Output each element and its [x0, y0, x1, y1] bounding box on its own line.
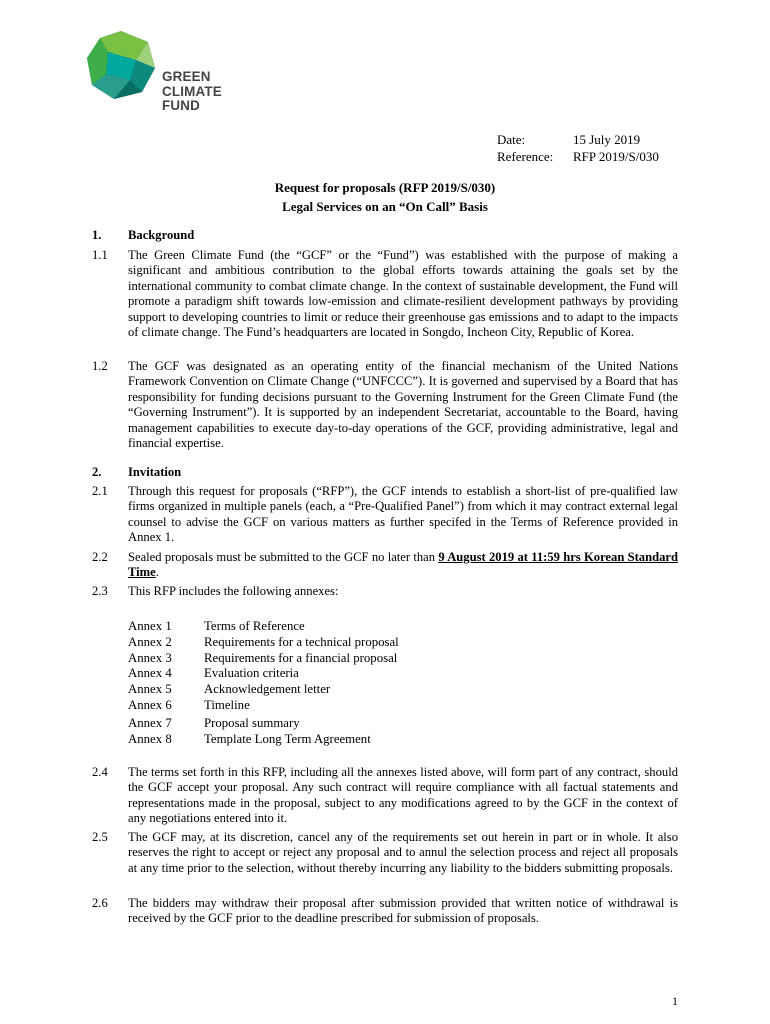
page-number: 1 — [672, 994, 678, 1008]
reference-label: Reference: — [497, 149, 554, 164]
list-item: Annex 8 Template Long Term Agreement — [128, 731, 371, 746]
list-item: Annex 5 Acknowledgement letter — [128, 682, 331, 697]
list-item: Annex 1 Terms of Reference — [128, 619, 305, 633]
document-meta — [497, 131, 659, 165]
document-title: Request for proposals (RFP 2019/S/030) — [274, 180, 496, 195]
date-label: Date: — [497, 132, 526, 147]
gcf-logo-mark — [86, 30, 156, 100]
list-item: Annex 4 Evaluation criteria — [128, 666, 299, 681]
list-item: Annex 6 Timeline — [128, 697, 250, 712]
document-subtitle: Legal Services on an “On Call” Basis — [282, 199, 488, 214]
list-item: Annex 2 Requirements for a technical proposal — [128, 634, 399, 649]
gcf-logo — [84, 30, 234, 120]
date-value: 15 July 2019 — [573, 132, 641, 147]
reference-value: RFP 2019/S/030 — [573, 149, 659, 164]
gcf-logo-wordmark: GREEN CLIMATE FUND — [162, 69, 222, 113]
list-item: Annex 7 Proposal summary — [128, 715, 300, 730]
submission-deadline: 9 August 2019 at 11:59 hrs Korean Standard Time — [128, 550, 678, 580]
annex-list — [128, 619, 399, 747]
list-item: Annex 3 Requirements for a financial proposal — [128, 650, 398, 665]
